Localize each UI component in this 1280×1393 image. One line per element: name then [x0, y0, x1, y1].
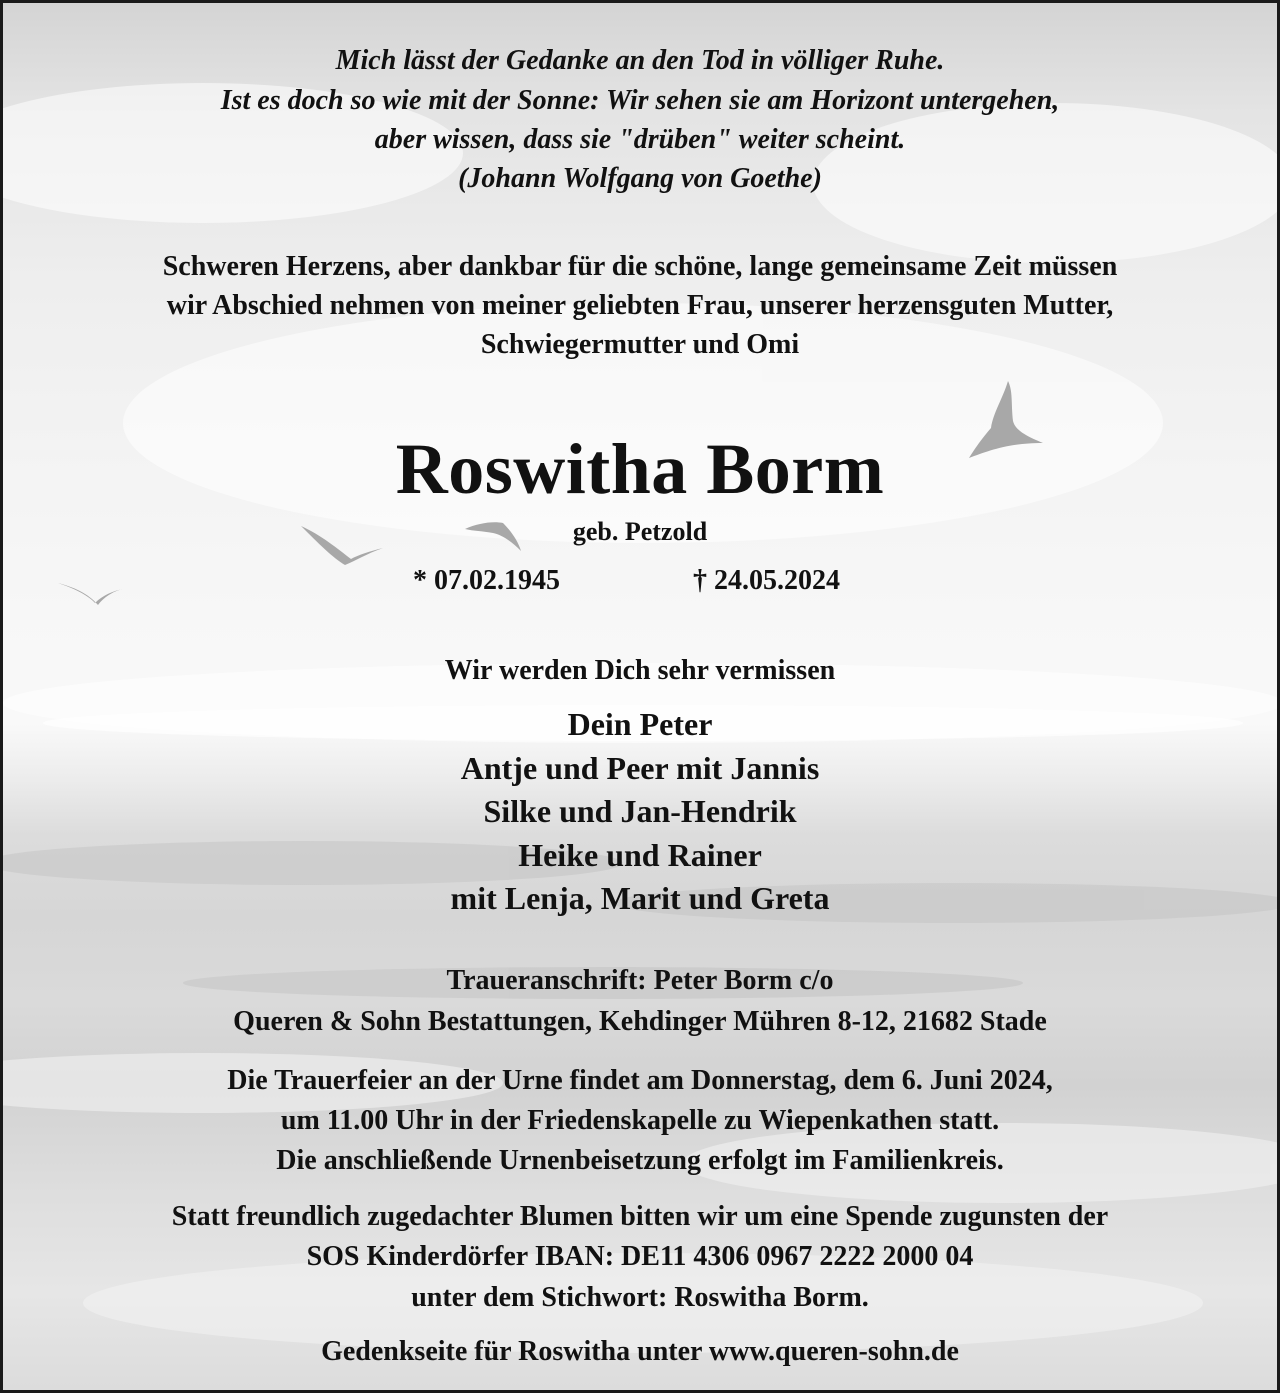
address-line-1: Traueranschrift: Peter Borm c/o [446, 965, 834, 996]
maiden-name: geb. Petzold [572, 517, 708, 546]
family-member: Antje und Peer mit Jannis [460, 750, 820, 786]
donation-line-1: Statt freundlich zugedachter Blumen bitten wir um eine Spende zugunsten der [171, 1201, 1109, 1232]
intro-line-2: wir Abschied nehmen von meiner geliebten Frau, unserer herzensguten Mutter, [166, 290, 1114, 321]
family-member: Dein Peter [567, 706, 713, 742]
intro-line-1: Schweren Herzens, aber dankbar für die schöne, lange gemeinsame Zeit müssen [162, 251, 1118, 282]
ceremony-line-2: um 11.00 Uhr in der Friedenskapelle zu Wiepenkathen statt. [280, 1105, 1000, 1136]
address-line-2: Queren & Sohn Bestattungen, Kehdinger Mühren 8-12, 21682 Stade [233, 1006, 1047, 1037]
donation-line-3: unter dem Stichwort: Roswitha Borm. [411, 1282, 869, 1313]
memorial-page-line: Gedenkseite für Roswitha unter www.queren-sohn.de [321, 1336, 959, 1367]
ceremony-line-3: Die anschließende Urnenbeisetzung erfolgt im Familienkreis. [276, 1145, 1004, 1176]
quote-line-3: aber wissen, dass sie "drüben" weiter scheint. [374, 124, 906, 155]
sea-sky-background [3, 3, 1277, 1390]
birth-date: * 07.02.1945 [413, 565, 560, 596]
quote-line-2: Ist es doch so wie mit der Sonne: Wir sehen sie am Horizont untergehen, [220, 85, 1060, 116]
family-member: mit Lenja, Marit und Greta [450, 880, 830, 916]
quote-line-1: Mich lässt der Gedanke an den Tod in völliger Ruhe. [335, 45, 945, 76]
quote-author: (Johann Wolfgang von Goethe) [458, 163, 822, 194]
family-member: Heike und Rainer [518, 837, 762, 873]
intro-line-3: Schwiegermutter und Omi [480, 329, 800, 360]
miss-you-line: Wir werden Dich sehr vermissen [444, 655, 836, 686]
family-member: Silke und Jan-Hendrik [483, 793, 797, 829]
death-date: † 24.05.2024 [693, 565, 840, 596]
donation-line-2: SOS Kinderdörfer IBAN: DE11 4306 0967 2222 2000 04 [306, 1241, 974, 1272]
deceased-name: Roswitha Borm [395, 429, 885, 509]
ceremony-line-1: Die Trauerfeier an der Urne findet am Donnerstag, dem 6. Juni 2024, [227, 1065, 1053, 1096]
